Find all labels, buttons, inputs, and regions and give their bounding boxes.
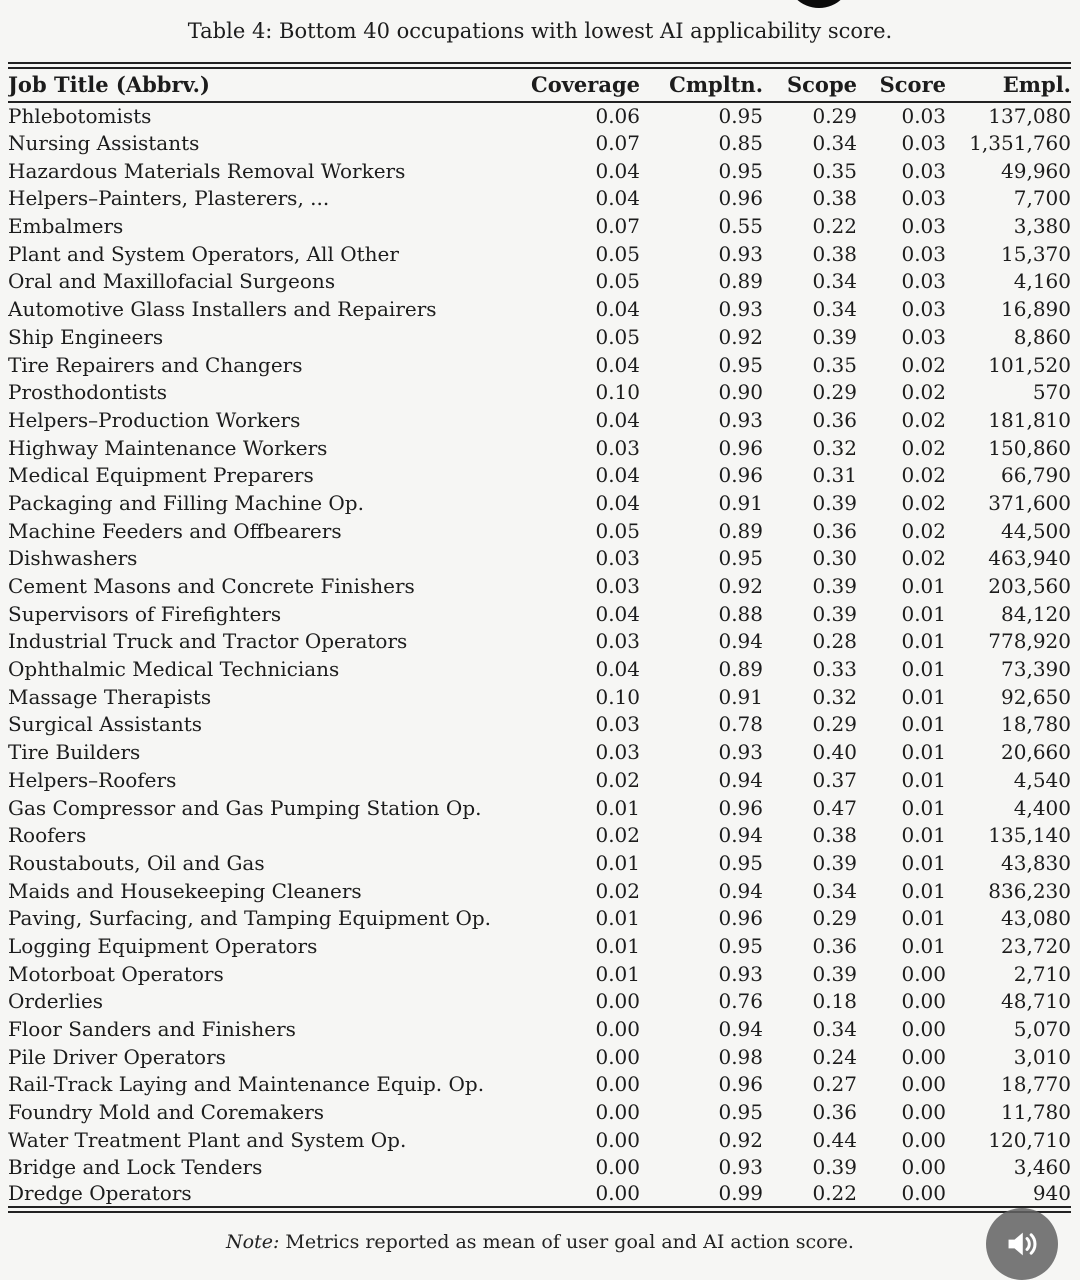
job-title-cell: Medical Equipment Preparers: [8, 463, 314, 488]
table-row: [8, 240, 1071, 268]
score-cell: 0.00: [901, 1044, 946, 1069]
scope-cell: 0.29: [812, 103, 857, 128]
score-cell: 0.03: [901, 158, 946, 183]
empl-cell: 4,540: [1013, 767, 1071, 792]
empl-cell: 203,560: [988, 574, 1071, 599]
job-title-cell: Supervisors of Firefighters: [8, 601, 282, 626]
empl-cell: 84,120: [1001, 601, 1071, 626]
table-row: [8, 904, 1071, 932]
empl-cell: 101,520: [988, 352, 1071, 377]
coverage-cell: 0.03: [595, 574, 640, 599]
cmpltn-cell: 0.93: [718, 1155, 763, 1180]
job-title-cell: Embalmers: [8, 214, 124, 239]
coverage-cell: 0.04: [595, 490, 640, 515]
cmpltn-cell: 0.94: [718, 629, 763, 654]
cmpltn-cell: 0.96: [718, 186, 763, 211]
job-title-cell: Dredge Operators: [8, 1181, 192, 1206]
scope-cell: 0.32: [812, 435, 857, 460]
cmpltn-cell: 0.78: [718, 712, 763, 737]
cmpltn-cell: 0.99: [718, 1181, 763, 1206]
empl-cell: 3,010: [1013, 1044, 1071, 1069]
job-title-cell: Orderlies: [8, 989, 104, 1014]
table-row: [8, 1126, 1071, 1154]
table-row: [8, 129, 1071, 157]
score-cell: 0.03: [901, 131, 946, 156]
score-cell: 0.00: [901, 1181, 946, 1206]
job-title-cell: Pile Driver Operators: [8, 1044, 226, 1069]
table-header: [8, 66, 1071, 102]
cmpltn-cell: 0.92: [718, 324, 763, 349]
coverage-cell: 0.01: [595, 850, 640, 875]
scope-cell: 0.36: [812, 933, 857, 958]
cmpltn-cell: 0.95: [718, 850, 763, 875]
cmpltn-cell: 0.93: [718, 740, 763, 765]
coverage-cell: 0.02: [595, 878, 640, 903]
coverage-cell: 0.00: [595, 989, 640, 1014]
column-header-empl: Empl.: [946, 66, 1071, 102]
coverage-cell: 0.00: [595, 1155, 640, 1180]
black-circle-overlay: [786, 0, 852, 8]
empl-cell: 3,380: [1013, 214, 1071, 239]
score-cell: 0.02: [901, 463, 946, 488]
table-row: [8, 434, 1071, 462]
score-cell: 0.03: [901, 324, 946, 349]
coverage-cell: 0.00: [595, 1127, 640, 1152]
job-title-cell: Roofers: [8, 823, 87, 848]
empl-cell: 836,230: [988, 878, 1071, 903]
table-row: [8, 655, 1071, 683]
job-title-cell: Helpers–Painters, Plasterers, ...: [8, 186, 330, 211]
empl-cell: 18,780: [1001, 712, 1071, 737]
table-row: [8, 683, 1071, 711]
table-row: [8, 738, 1071, 766]
table-row: [8, 185, 1071, 213]
score-cell: 0.01: [901, 657, 946, 682]
coverage-cell: 0.03: [595, 435, 640, 460]
coverage-cell: 0.10: [595, 684, 640, 709]
table-row: [8, 378, 1071, 406]
scope-cell: 0.22: [812, 214, 857, 239]
cmpltn-cell: 0.95: [718, 1100, 763, 1125]
job-title-cell: Ship Engineers: [8, 324, 164, 349]
table-note: [0, 1231, 1080, 1253]
table-row: [8, 1071, 1071, 1099]
scope-cell: 0.34: [812, 1017, 857, 1042]
job-title-cell: Packaging and Filling Machine Op.: [8, 490, 364, 515]
table-row: [8, 711, 1071, 739]
job-title-cell: Highway Maintenance Workers: [8, 435, 328, 460]
empl-cell: 137,080: [988, 103, 1071, 128]
score-cell: 0.03: [901, 214, 946, 239]
cmpltn-cell: 0.89: [718, 657, 763, 682]
job-title-cell: Hazardous Materials Removal Workers: [8, 158, 406, 183]
cmpltn-cell: 0.89: [718, 518, 763, 543]
coverage-cell: 0.03: [595, 629, 640, 654]
table-row: [8, 157, 1071, 185]
cmpltn-cell: 0.89: [718, 269, 763, 294]
cmpltn-cell: 0.96: [718, 906, 763, 931]
job-title-cell: Tire Builders: [8, 740, 141, 765]
coverage-cell: 0.04: [595, 297, 640, 322]
cmpltn-cell: 0.76: [718, 989, 763, 1014]
job-title-cell: Tire Repairers and Changers: [8, 352, 303, 377]
scope-cell: 0.34: [812, 297, 857, 322]
coverage-cell: 0.06: [595, 103, 640, 128]
empl-cell: 15,370: [1001, 241, 1071, 266]
column-header-job-title: Job Title (Abbrv.): [8, 66, 513, 102]
empl-cell: 135,140: [988, 823, 1071, 848]
job-title-cell: Logging Equipment Operators: [8, 933, 318, 958]
coverage-cell: 0.00: [595, 1072, 640, 1097]
score-cell: 0.01: [901, 767, 946, 792]
empl-cell: 940: [1032, 1181, 1071, 1206]
score-cell: 0.01: [901, 629, 946, 654]
table-row: [8, 517, 1071, 545]
empl-cell: 43,080: [1001, 906, 1071, 931]
table-row: [8, 1181, 1071, 1209]
table-row: [8, 268, 1071, 296]
coverage-cell: 0.01: [595, 906, 640, 931]
coverage-cell: 0.07: [595, 131, 640, 156]
score-cell: 0.00: [901, 1017, 946, 1042]
job-title-cell: Helpers–Production Workers: [8, 407, 301, 432]
empl-cell: 4,160: [1013, 269, 1071, 294]
cmpltn-cell: 0.55: [718, 214, 763, 239]
job-title-cell: Bridge and Lock Tenders: [8, 1155, 263, 1180]
job-title-cell: Phlebotomists: [8, 103, 152, 128]
table-row: [8, 323, 1071, 351]
cmpltn-cell: 0.96: [718, 795, 763, 820]
scope-cell: 0.38: [812, 823, 857, 848]
scope-cell: 0.39: [812, 1155, 857, 1180]
job-title-cell: Industrial Truck and Tractor Operators: [8, 629, 408, 654]
coverage-cell: 0.05: [595, 324, 640, 349]
cmpltn-cell: 0.94: [718, 767, 763, 792]
cmpltn-cell: 0.98: [718, 1044, 763, 1069]
coverage-cell: 0.04: [595, 657, 640, 682]
table-row: [8, 1015, 1071, 1043]
scope-cell: 0.24: [812, 1044, 857, 1069]
score-cell: 0.01: [901, 740, 946, 765]
job-title-cell: Ophthalmic Medical Technicians: [8, 657, 340, 682]
job-title-cell: Paving, Surfacing, and Tamping Equipment Op.: [8, 906, 492, 931]
coverage-cell: 0.01: [595, 961, 640, 986]
cmpltn-cell: 0.95: [718, 103, 763, 128]
table-row: [8, 572, 1071, 600]
scope-cell: 0.29: [812, 380, 857, 405]
coverage-cell: 0.01: [595, 795, 640, 820]
empl-cell: 49,960: [1001, 158, 1071, 183]
scope-cell: 0.34: [812, 878, 857, 903]
scope-cell: 0.18: [812, 989, 857, 1014]
coverage-cell: 0.02: [595, 823, 640, 848]
empl-cell: 11,780: [1001, 1100, 1071, 1125]
job-title-cell: Roustabouts, Oil and Gas: [8, 850, 265, 875]
cmpltn-cell: 0.96: [718, 435, 763, 460]
job-title-cell: Floor Sanders and Finishers: [8, 1017, 296, 1042]
coverage-cell: 0.04: [595, 407, 640, 432]
score-cell: 0.00: [901, 1100, 946, 1125]
table-row: [8, 794, 1071, 822]
coverage-cell: 0.03: [595, 712, 640, 737]
score-cell: 0.01: [901, 878, 946, 903]
coverage-cell: 0.04: [595, 352, 640, 377]
score-cell: 0.02: [901, 352, 946, 377]
cmpltn-cell: 0.94: [718, 823, 763, 848]
table-row: [8, 932, 1071, 960]
job-title-cell: Helpers–Roofers: [8, 767, 177, 792]
table-row: [8, 1154, 1071, 1182]
score-cell: 0.03: [901, 103, 946, 128]
empl-cell: 16,890: [1001, 297, 1071, 322]
job-title-cell: Surgical Assistants: [8, 712, 202, 737]
empl-cell: 778,920: [988, 629, 1071, 654]
table-row: [8, 628, 1071, 656]
occupations-table: [8, 62, 1071, 1213]
empl-cell: 7,700: [1013, 186, 1071, 211]
job-title-cell: Oral and Maxillofacial Surgeons: [8, 269, 336, 294]
scope-cell: 0.30: [812, 546, 857, 571]
score-cell: 0.00: [901, 961, 946, 986]
score-cell: 0.02: [901, 518, 946, 543]
score-cell: 0.01: [901, 850, 946, 875]
score-cell: 0.00: [901, 989, 946, 1014]
empl-cell: 570: [1032, 380, 1071, 405]
score-cell: 0.02: [901, 490, 946, 515]
coverage-cell: 0.00: [595, 1181, 640, 1206]
empl-cell: 120,710: [988, 1127, 1071, 1152]
column-header-scope: Scope: [763, 66, 857, 102]
cmpltn-cell: 0.88: [718, 601, 763, 626]
coverage-cell: 0.04: [595, 601, 640, 626]
score-cell: 0.01: [901, 823, 946, 848]
scope-cell: 0.38: [812, 241, 857, 266]
cmpltn-cell: 0.93: [718, 407, 763, 432]
job-title-cell: Gas Compressor and Gas Pumping Station Op.: [8, 795, 482, 820]
coverage-cell: 0.04: [595, 158, 640, 183]
table-body: [8, 102, 1071, 1210]
cmpltn-cell: 0.95: [718, 546, 763, 571]
empl-cell: 48,710: [1001, 989, 1071, 1014]
coverage-cell: 0.10: [595, 380, 640, 405]
cmpltn-cell: 0.94: [718, 1017, 763, 1042]
coverage-cell: 0.00: [595, 1017, 640, 1042]
job-title-cell: Prosthodontists: [8, 380, 168, 405]
score-cell: 0.03: [901, 241, 946, 266]
cmpltn-cell: 0.96: [718, 1072, 763, 1097]
table-row: [8, 295, 1071, 323]
cmpltn-cell: 0.90: [718, 380, 763, 405]
cmpltn-cell: 0.92: [718, 1127, 763, 1152]
cmpltn-cell: 0.93: [718, 241, 763, 266]
cmpltn-cell: 0.95: [718, 158, 763, 183]
empl-cell: 181,810: [988, 407, 1071, 432]
scope-cell: 0.36: [812, 1100, 857, 1125]
score-cell: 0.03: [901, 186, 946, 211]
empl-cell: 2,710: [1013, 961, 1071, 986]
empl-cell: 92,650: [1001, 684, 1071, 709]
cmpltn-cell: 0.93: [718, 961, 763, 986]
scope-cell: 0.35: [812, 158, 857, 183]
score-cell: 0.01: [901, 933, 946, 958]
coverage-cell: 0.04: [595, 186, 640, 211]
scope-cell: 0.39: [812, 490, 857, 515]
audio-toggle-button[interactable]: [986, 1208, 1058, 1280]
occupations-table-container: [8, 62, 1071, 1213]
job-title-cell: Water Treatment Plant and System Op.: [8, 1127, 407, 1152]
table-row: [8, 849, 1071, 877]
score-cell: 0.02: [901, 435, 946, 460]
empl-cell: 8,860: [1013, 324, 1071, 349]
coverage-cell: 0.01: [595, 933, 640, 958]
cmpltn-cell: 0.91: [718, 490, 763, 515]
coverage-cell: 0.05: [595, 241, 640, 266]
empl-cell: 23,720: [1001, 933, 1071, 958]
empl-cell: 5,070: [1013, 1017, 1071, 1042]
table-row: [8, 406, 1071, 434]
empl-cell: 73,390: [1001, 657, 1071, 682]
cmpltn-cell: 0.96: [718, 463, 763, 488]
coverage-cell: 0.04: [595, 463, 640, 488]
scope-cell: 0.39: [812, 601, 857, 626]
empl-cell: 20,660: [1001, 740, 1071, 765]
coverage-cell: 0.07: [595, 214, 640, 239]
scope-cell: 0.40: [812, 740, 857, 765]
table-row: [8, 102, 1071, 130]
scope-cell: 0.47: [812, 795, 857, 820]
coverage-cell: 0.05: [595, 269, 640, 294]
empl-cell: 4,400: [1013, 795, 1071, 820]
scope-cell: 0.44: [812, 1127, 857, 1152]
job-title-cell: Nursing Assistants: [8, 131, 200, 156]
note-label: Note:: [226, 1231, 280, 1253]
table-row: [8, 351, 1071, 379]
cmpltn-cell: 0.95: [718, 352, 763, 377]
table-row: [8, 489, 1071, 517]
job-title-cell: Maids and Housekeeping Cleaners: [8, 878, 362, 903]
score-cell: 0.01: [901, 574, 946, 599]
note-text: Metrics reported as mean of user goal and AI action score.: [279, 1231, 854, 1253]
empl-cell: 3,460: [1013, 1155, 1071, 1180]
column-header-cmpltn: Cmpltn.: [640, 66, 763, 102]
score-cell: 0.02: [901, 407, 946, 432]
coverage-cell: 0.02: [595, 767, 640, 792]
scope-cell: 0.39: [812, 850, 857, 875]
table-row: [8, 766, 1071, 794]
scope-cell: 0.28: [812, 629, 857, 654]
table-row: [8, 960, 1071, 988]
score-cell: 0.03: [901, 269, 946, 294]
job-title-cell: Cement Masons and Concrete Finishers: [8, 574, 415, 599]
coverage-cell: 0.03: [595, 546, 640, 571]
scope-cell: 0.37: [812, 767, 857, 792]
column-header-coverage: Coverage: [513, 66, 640, 102]
score-cell: 0.00: [901, 1072, 946, 1097]
job-title-cell: Plant and System Operators, All Other: [8, 241, 399, 266]
cmpltn-cell: 0.91: [718, 684, 763, 709]
score-cell: 0.00: [901, 1127, 946, 1152]
empl-cell: 463,940: [988, 546, 1071, 571]
job-title-cell: Dishwashers: [8, 546, 138, 571]
job-title-cell: Automotive Glass Installers and Repairers: [8, 297, 437, 322]
scope-cell: 0.34: [812, 131, 857, 156]
empl-cell: 371,600: [988, 490, 1071, 515]
job-title-cell: Rail-Track Laying and Maintenance Equip. Op.: [8, 1072, 485, 1097]
scope-cell: 0.39: [812, 961, 857, 986]
scope-cell: 0.31: [812, 463, 857, 488]
scope-cell: 0.29: [812, 712, 857, 737]
speaker-icon: [1003, 1225, 1041, 1263]
coverage-cell: 0.00: [595, 1044, 640, 1069]
score-cell: 0.01: [901, 795, 946, 820]
table-row: [8, 461, 1071, 489]
score-cell: 0.01: [901, 906, 946, 931]
cmpltn-cell: 0.85: [718, 131, 763, 156]
scope-cell: 0.29: [812, 906, 857, 931]
coverage-cell: 0.00: [595, 1100, 640, 1125]
score-cell: 0.00: [901, 1155, 946, 1180]
cmpltn-cell: 0.95: [718, 933, 763, 958]
score-cell: 0.01: [901, 684, 946, 709]
cmpltn-cell: 0.94: [718, 878, 763, 903]
empl-cell: 18,770: [1001, 1072, 1071, 1097]
scope-cell: 0.36: [812, 407, 857, 432]
empl-cell: 44,500: [1001, 518, 1071, 543]
scope-cell: 0.38: [812, 186, 857, 211]
scope-cell: 0.32: [812, 684, 857, 709]
table-caption: Table 4: Bottom 40 occupations with lowest AI applicability score.: [187, 19, 893, 43]
scope-cell: 0.22: [812, 1181, 857, 1206]
job-title-cell: Machine Feeders and Offbearers: [8, 518, 342, 543]
job-title-cell: Foundry Mold and Coremakers: [8, 1100, 325, 1125]
scope-cell: 0.34: [812, 269, 857, 294]
job-title-cell: Motorboat Operators: [8, 961, 224, 986]
score-cell: 0.02: [901, 380, 946, 405]
coverage-cell: 0.05: [595, 518, 640, 543]
scope-cell: 0.35: [812, 352, 857, 377]
scope-cell: 0.36: [812, 518, 857, 543]
table-row: [8, 821, 1071, 849]
empl-cell: 150,860: [988, 435, 1071, 460]
score-cell: 0.01: [901, 712, 946, 737]
score-cell: 0.01: [901, 601, 946, 626]
table-row: [8, 545, 1071, 573]
cmpltn-cell: 0.93: [718, 297, 763, 322]
job-title-cell: Massage Therapists: [8, 684, 212, 709]
scope-cell: 0.39: [812, 574, 857, 599]
table-header-row: [8, 66, 1071, 102]
score-cell: 0.03: [901, 297, 946, 322]
empl-cell: 66,790: [1001, 463, 1071, 488]
coverage-cell: 0.03: [595, 740, 640, 765]
empl-cell: 43,830: [1001, 850, 1071, 875]
table-row: [8, 1043, 1071, 1071]
scope-cell: 0.39: [812, 324, 857, 349]
scope-cell: 0.33: [812, 657, 857, 682]
table-row: [8, 988, 1071, 1016]
column-header-score: Score: [857, 66, 946, 102]
table-row: [8, 212, 1071, 240]
table-row: [8, 1098, 1071, 1126]
score-cell: 0.02: [901, 546, 946, 571]
table-row: [8, 600, 1071, 628]
empl-cell: 1,351,760: [969, 131, 1071, 156]
scope-cell: 0.27: [812, 1072, 857, 1097]
cmpltn-cell: 0.92: [718, 574, 763, 599]
table-row: [8, 877, 1071, 905]
